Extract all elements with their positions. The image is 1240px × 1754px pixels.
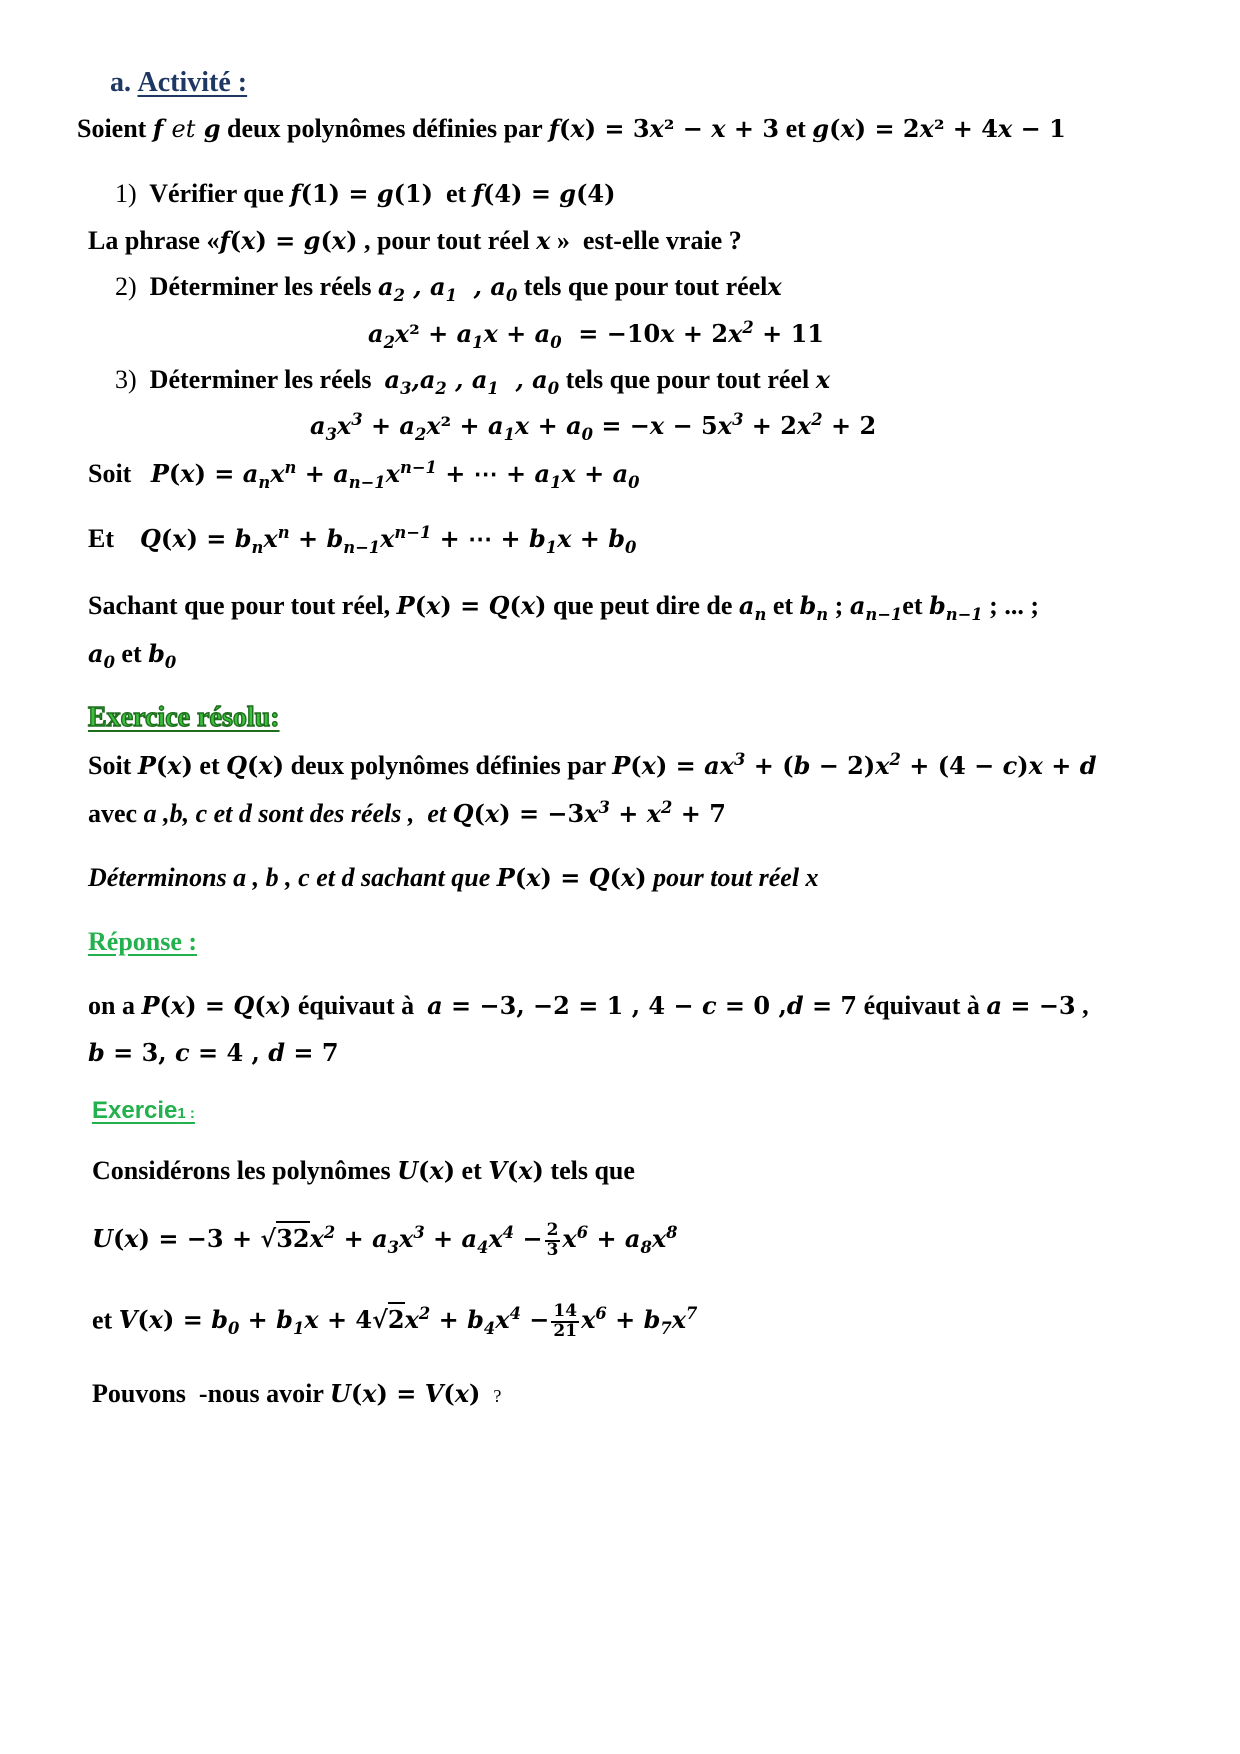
reponse-line-1: on a P(x) = Q(x) équivaut à a = −3, −2 = 1 , 4 − c = 0 ,d = 7 équivaut à a = −3 , [88, 991, 1089, 1020]
pouvons-line: Pouvons -nous avoir U(x) = V(x) ? [92, 1379, 502, 1408]
reponse-line-2: b = 3, c = 4 , d = 7 [88, 1038, 339, 1067]
exercice1-heading: Exercie1 : [92, 1097, 195, 1124]
sachant-line-1: Sachant que pour tout réel, P(x) = Q(x) que peut dire de $a_n$ et $b_n$ ; $a_{n-1}et$ $b_{n-1}$ ; ... ; [88, 591, 1039, 624]
definition-Q: Et $Q(x) = b_nx^n + b_{n-1}x^{n-1}$ + ⋯ + $b_1x + b_0$ [88, 523, 637, 557]
polynome-V: et $V(x) = b_0 + b_1x + 4√2x^2 + b_4x^4$ − $\frac{14}{21}$ $x^6 + b_7x^7$ [92, 1301, 698, 1341]
reponse-heading: Réponse : [88, 927, 198, 956]
exercice-resolu-enonce-1: Soit P(x) et Q(x) deux polynômes définies par $P(x) = ax^3 + (b - 2)x^2 + (4 - c)x + d$ [88, 750, 1097, 780]
activite-intro: Soient f et g deux polynômes définies par f(x) = 3x² − x + 3 et g(x) = 2x² + 4x − 1 [77, 114, 1066, 143]
equation-3: $a_3x^3 + a_2x^2 + a_1x + a_0 = -x - 5x^3 + 2x^2 + 2$ [310, 410, 877, 444]
considerons-line: Considérons les polynômes U(x) et V(x) tels que [92, 1156, 635, 1185]
exercice-resolu-enonce-2: avec a ,b, c et d sont des réels , et $Q(x) = -3x^3 + x^2 + 7$ [88, 798, 726, 828]
definition-P: Soit $P(x) = a_nx^n + a_{n-1}x^{n-1}$ + ⋯ + $a_1x + a_0$ [88, 458, 640, 492]
exercice-resolu-heading: Exercice résolu: [88, 702, 280, 733]
polynome-U: $U(x) = -3 + √32x^2 + a_3x^3 + a_4x^4$ − $\frac{2}{3}$ $x^6 + a_8x^8$ [92, 1220, 678, 1260]
question-mark: ? [493, 1386, 502, 1406]
question-2: 2) Déterminer les réels $a_2$ , $a_1$ , $a_0$ tels que pour tout réelx [115, 272, 782, 305]
sachant-line-2: $a_0$ et $b_0$ [88, 639, 177, 672]
question-1: 1) Vérifier que f(1) = g(1) et f(4) = g(4) [115, 179, 616, 208]
equation-2: $a_2x^2 + a_1x + a_0 = -10x + 2x^2 + 11$ [368, 318, 824, 352]
section-title: Activité : [137, 67, 248, 98]
determinons-line: Déterminons a , b , c et d sachant que P(x) = Q(x) pour tout réel x [88, 863, 819, 892]
section-heading [110, 66, 247, 100]
section-letter: a. [110, 67, 131, 98]
question-3: 3) Déterminer les réels $a_3,a_2$ , $a_1$ , $a_0$ tels que pour tout réel x [115, 365, 831, 398]
phrase-question: La phrase «f(x) = g(x) , pour tout réel x » est-elle vraie ? [88, 226, 742, 255]
